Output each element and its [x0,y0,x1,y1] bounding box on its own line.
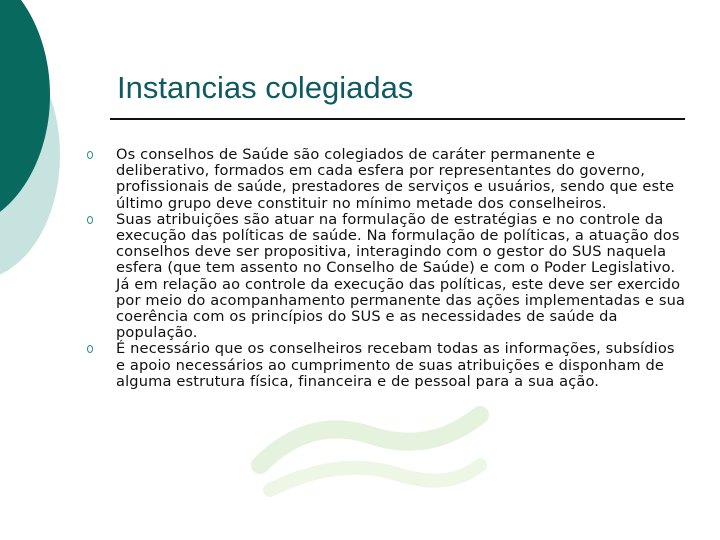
slide-title: Instancias colegiadas [117,70,414,105]
bullet-item [87,147,687,212]
circle-bullet-icon [87,345,93,353]
bullet-list [87,147,687,390]
bullet-text: Suas atribuições são atuar na formulação de estratégias e no controle da execução das políticas de saúde. Na formulação de políticas, a atuação dos conselhos deve ser propositiva, interagindo com o gestor do SUS naquela esfera (que tem assento no Conselho de Saúde) e com o Poder Legislativo. Já em relação ao controle da execução das políticas, este deve ser exercido por meio do acompanhamento permanente das ações implementadas e sua coerência com os princípios do SUS e as necessidades de saúde da população. [116,210,686,342]
circle-bullet-icon [87,151,93,159]
bullet-text: É necessário que os conselheiros recebam todas as informações, subsídios e apoio necessários ao cumprimento de suas atribuições e disponham de alguma estrutura física, financeira e de pessoal para a sua ação. [116,340,675,390]
circle-bullet-icon [87,216,93,224]
watermark-graphic [250,395,490,505]
bullet-item [87,212,687,342]
bullet-item [87,341,687,390]
title-divider [110,118,685,120]
bullet-text: Os conselhos de Saúde são colegiados de caráter permanente e deliberativo, formados em cada esfera por representantes do governo, profissionais de saúde, prestadores de serviços e usuários, sendo que este último grupo deve constituir no mínimo metade dos conselheiros. [116,146,675,212]
